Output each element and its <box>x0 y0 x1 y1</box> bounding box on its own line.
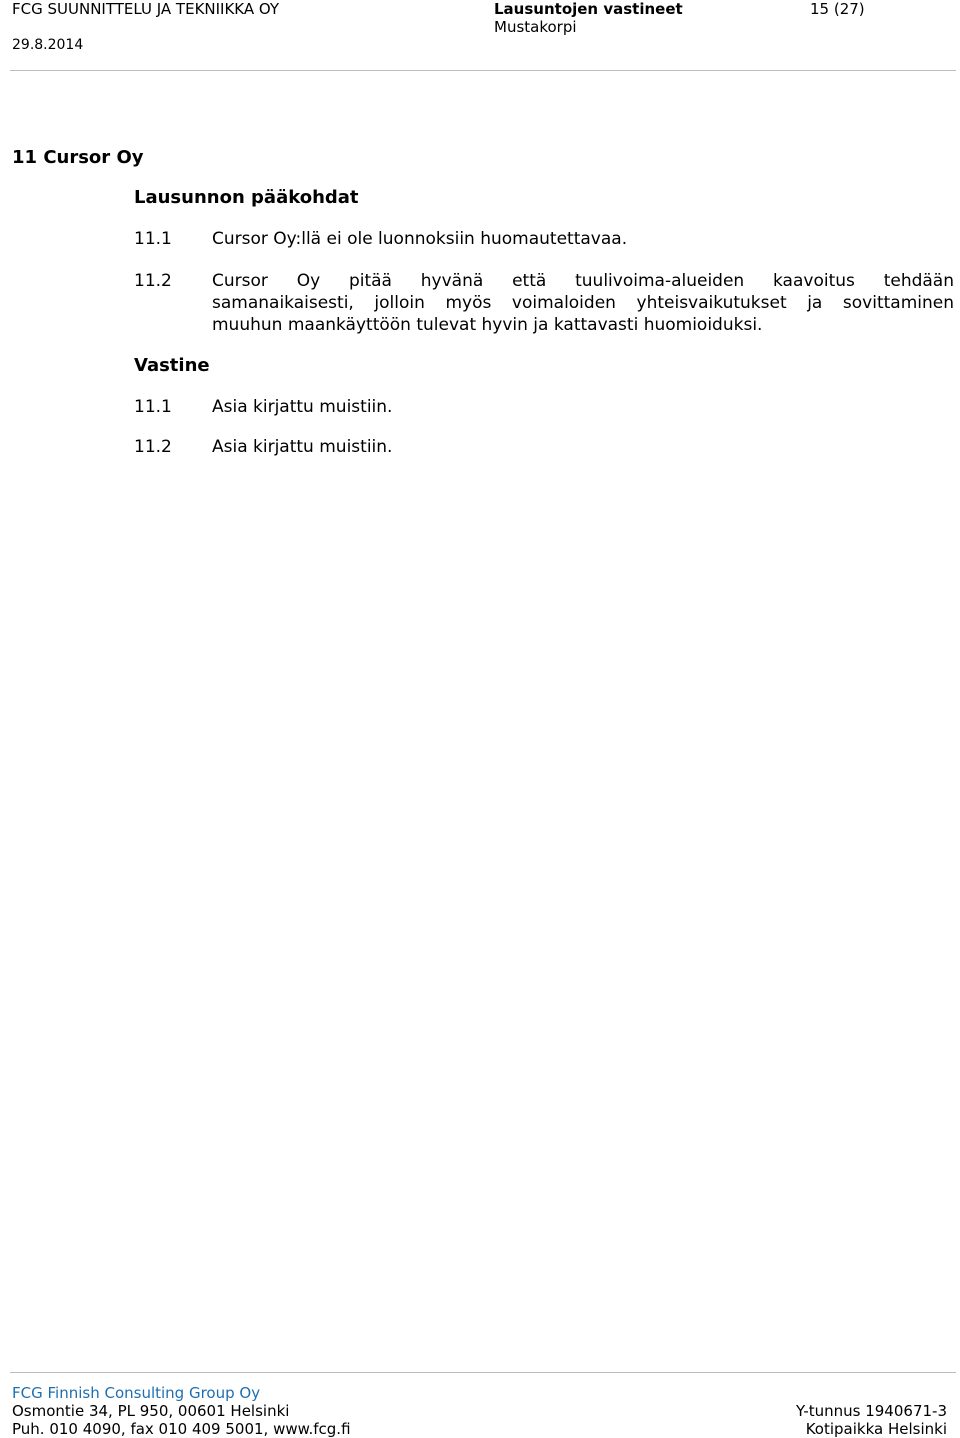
response-item-text: Asia kirjattu muistiin. <box>212 397 393 417</box>
footer-phone: Puh. 010 4090, fax 010 409 5001, www.fcg.fi <box>12 1420 351 1438</box>
header-title: Lausuntojen vastineet <box>494 0 683 18</box>
summary-heading: Lausunnon pääkohdat <box>134 187 359 208</box>
header-page-number: 15 (27) <box>810 0 865 18</box>
paragraph-line: Cursor Oy pitää hyvänä että tuulivoima-alueiden kaavoitus tehdään <box>212 271 954 291</box>
paragraph-line: samanaikaisesti, jolloin myös voimaloiden yhteisvaikutukset ja sovittaminen <box>212 293 954 313</box>
section-title: 11 Cursor Oy <box>12 147 144 168</box>
footer-divider <box>10 1372 956 1373</box>
summary-item-text: Cursor Oy:llä ei ole luonnoksiin huomautettavaa. <box>212 229 628 249</box>
summary-item-paragraph <box>212 270 954 336</box>
response-item-number: 11.2 <box>134 437 172 457</box>
summary-item-number: 11.1 <box>134 229 172 249</box>
footer-business-id: Y-tunnus 1940671-3 <box>795 1402 947 1420</box>
response-item-text: Asia kirjattu muistiin. <box>212 437 393 457</box>
response-heading: Vastine <box>134 355 210 376</box>
header-company: FCG SUUNNITTELU JA TEKNIIKKA OY <box>12 0 280 18</box>
header-subtitle: Mustakorpi <box>494 18 577 36</box>
summary-item-number: 11.2 <box>134 271 172 291</box>
header-divider <box>10 70 956 71</box>
paragraph-line: muuhun maankäyttöön tulevat hyvin ja kattavasti huomioiduksi. <box>212 315 763 335</box>
footer-domicile: Kotipaikka Helsinki <box>805 1420 947 1438</box>
footer-company: FCG Finnish Consulting Group Oy <box>12 1384 261 1402</box>
header-date: 29.8.2014 <box>12 37 84 53</box>
footer-address: Osmontie 34, PL 950, 00601 Helsinki <box>12 1402 290 1420</box>
response-item-number: 11.1 <box>134 397 172 417</box>
